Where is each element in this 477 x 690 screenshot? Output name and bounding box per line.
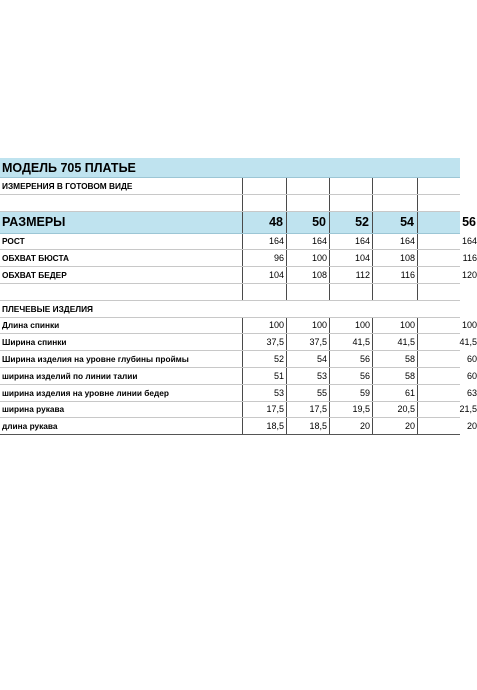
table-row <box>0 385 477 402</box>
table-row <box>0 234 477 251</box>
row-label: РОСТ <box>2 236 25 247</box>
value-cell: 20 <box>329 418 372 434</box>
value-cell: 96 <box>242 250 286 266</box>
table-row <box>0 250 477 267</box>
value-cell: 108 <box>286 267 329 283</box>
sizes-label: РАЗМЕРЫ <box>2 215 66 230</box>
value-cell: 37,5 <box>242 334 286 350</box>
size-header: 56 <box>417 212 467 233</box>
value-cell: 51 <box>242 368 286 384</box>
value-cell: 58 <box>372 368 417 384</box>
size-chart-table <box>0 158 477 435</box>
value-cell: 53 <box>286 368 329 384</box>
table-row <box>0 418 477 435</box>
size-header: 50 <box>286 212 329 233</box>
table-row <box>0 267 477 284</box>
value-cell: 41,5 <box>372 334 417 350</box>
value-cell: 100 <box>372 318 417 334</box>
value-cell: 104 <box>329 250 372 266</box>
value-cell: 58 <box>372 351 417 367</box>
value-cell: 53 <box>242 385 286 401</box>
row-label: ОБХВАТ БЕДЕР <box>2 270 67 281</box>
table-row <box>0 318 477 335</box>
value-cell: 112 <box>329 267 372 283</box>
value-cell: 108 <box>372 250 417 266</box>
value-cell: 37,5 <box>286 334 329 350</box>
empty-row <box>0 284 460 301</box>
row-label: Длина спинки <box>2 320 60 331</box>
value-cell: 18,5 <box>286 418 329 434</box>
value-cell: 20,5 <box>372 402 417 418</box>
size-header: 54 <box>372 212 417 233</box>
table-title: МОДЕЛЬ 705 ПЛАТЬЕ <box>2 160 136 175</box>
section-row <box>0 301 460 318</box>
value-cell: 63 <box>417 385 467 401</box>
value-cell: 104 <box>242 267 286 283</box>
value-cell: 21,5 <box>417 402 467 418</box>
table-subtitle: ИЗМЕРЕНИЯ В ГОТОВОМ ВИДЕ <box>2 180 133 191</box>
value-cell: 20 <box>417 418 467 434</box>
value-cell: 18,5 <box>242 418 286 434</box>
value-cell: 59 <box>329 385 372 401</box>
value-cell: 17,5 <box>242 402 286 418</box>
value-cell: 17,5 <box>286 402 329 418</box>
value-cell: 56 <box>329 368 372 384</box>
value-cell: 61 <box>372 385 417 401</box>
empty-row <box>0 195 460 212</box>
table-row <box>0 351 477 368</box>
value-cell: 120 <box>417 267 467 283</box>
value-cell: 164 <box>286 234 329 250</box>
value-cell: 100 <box>329 318 372 334</box>
title-row <box>0 158 460 178</box>
value-cell: 60 <box>417 368 467 384</box>
table-row <box>0 334 477 351</box>
value-cell: 100 <box>417 318 467 334</box>
section-label: ПЛЕЧЕВЫЕ ИЗДЕЛИЯ <box>2 303 93 314</box>
row-label: ширина рукава <box>2 404 65 415</box>
value-cell: 54 <box>286 351 329 367</box>
value-cell: 164 <box>372 234 417 250</box>
sizes-header-row <box>0 212 476 234</box>
size-header: 48 <box>242 212 286 233</box>
value-cell: 100 <box>286 250 329 266</box>
value-cell: 116 <box>417 250 467 266</box>
row-label: ОБХВАТ БЮСТА <box>2 253 70 264</box>
value-cell: 100 <box>242 318 286 334</box>
value-cell: 56 <box>329 351 372 367</box>
value-cell: 20 <box>372 418 417 434</box>
value-cell: 19,5 <box>329 402 372 418</box>
value-cell: 164 <box>242 234 286 250</box>
value-cell: 41,5 <box>329 334 372 350</box>
table-row <box>0 368 477 385</box>
value-cell: 55 <box>286 385 329 401</box>
row-label: ширина изделия на уровне линии бедер <box>2 387 169 398</box>
value-cell: 52 <box>242 351 286 367</box>
value-cell: 100 <box>286 318 329 334</box>
value-cell: 60 <box>417 351 467 367</box>
row-label: длина рукава <box>2 421 58 432</box>
row-label: Ширина изделия на уровне глубины проймы <box>2 354 189 365</box>
value-cell: 164 <box>329 234 372 250</box>
row-label: ширина изделий по линии талии <box>2 370 138 381</box>
value-cell: 116 <box>372 267 417 283</box>
subtitle-row <box>0 178 460 195</box>
row-label: Ширина спинки <box>2 337 67 348</box>
value-cell: 164 <box>417 234 467 250</box>
value-cell: 41,5 <box>417 334 467 350</box>
table-row <box>0 402 477 419</box>
size-header: 52 <box>329 212 372 233</box>
